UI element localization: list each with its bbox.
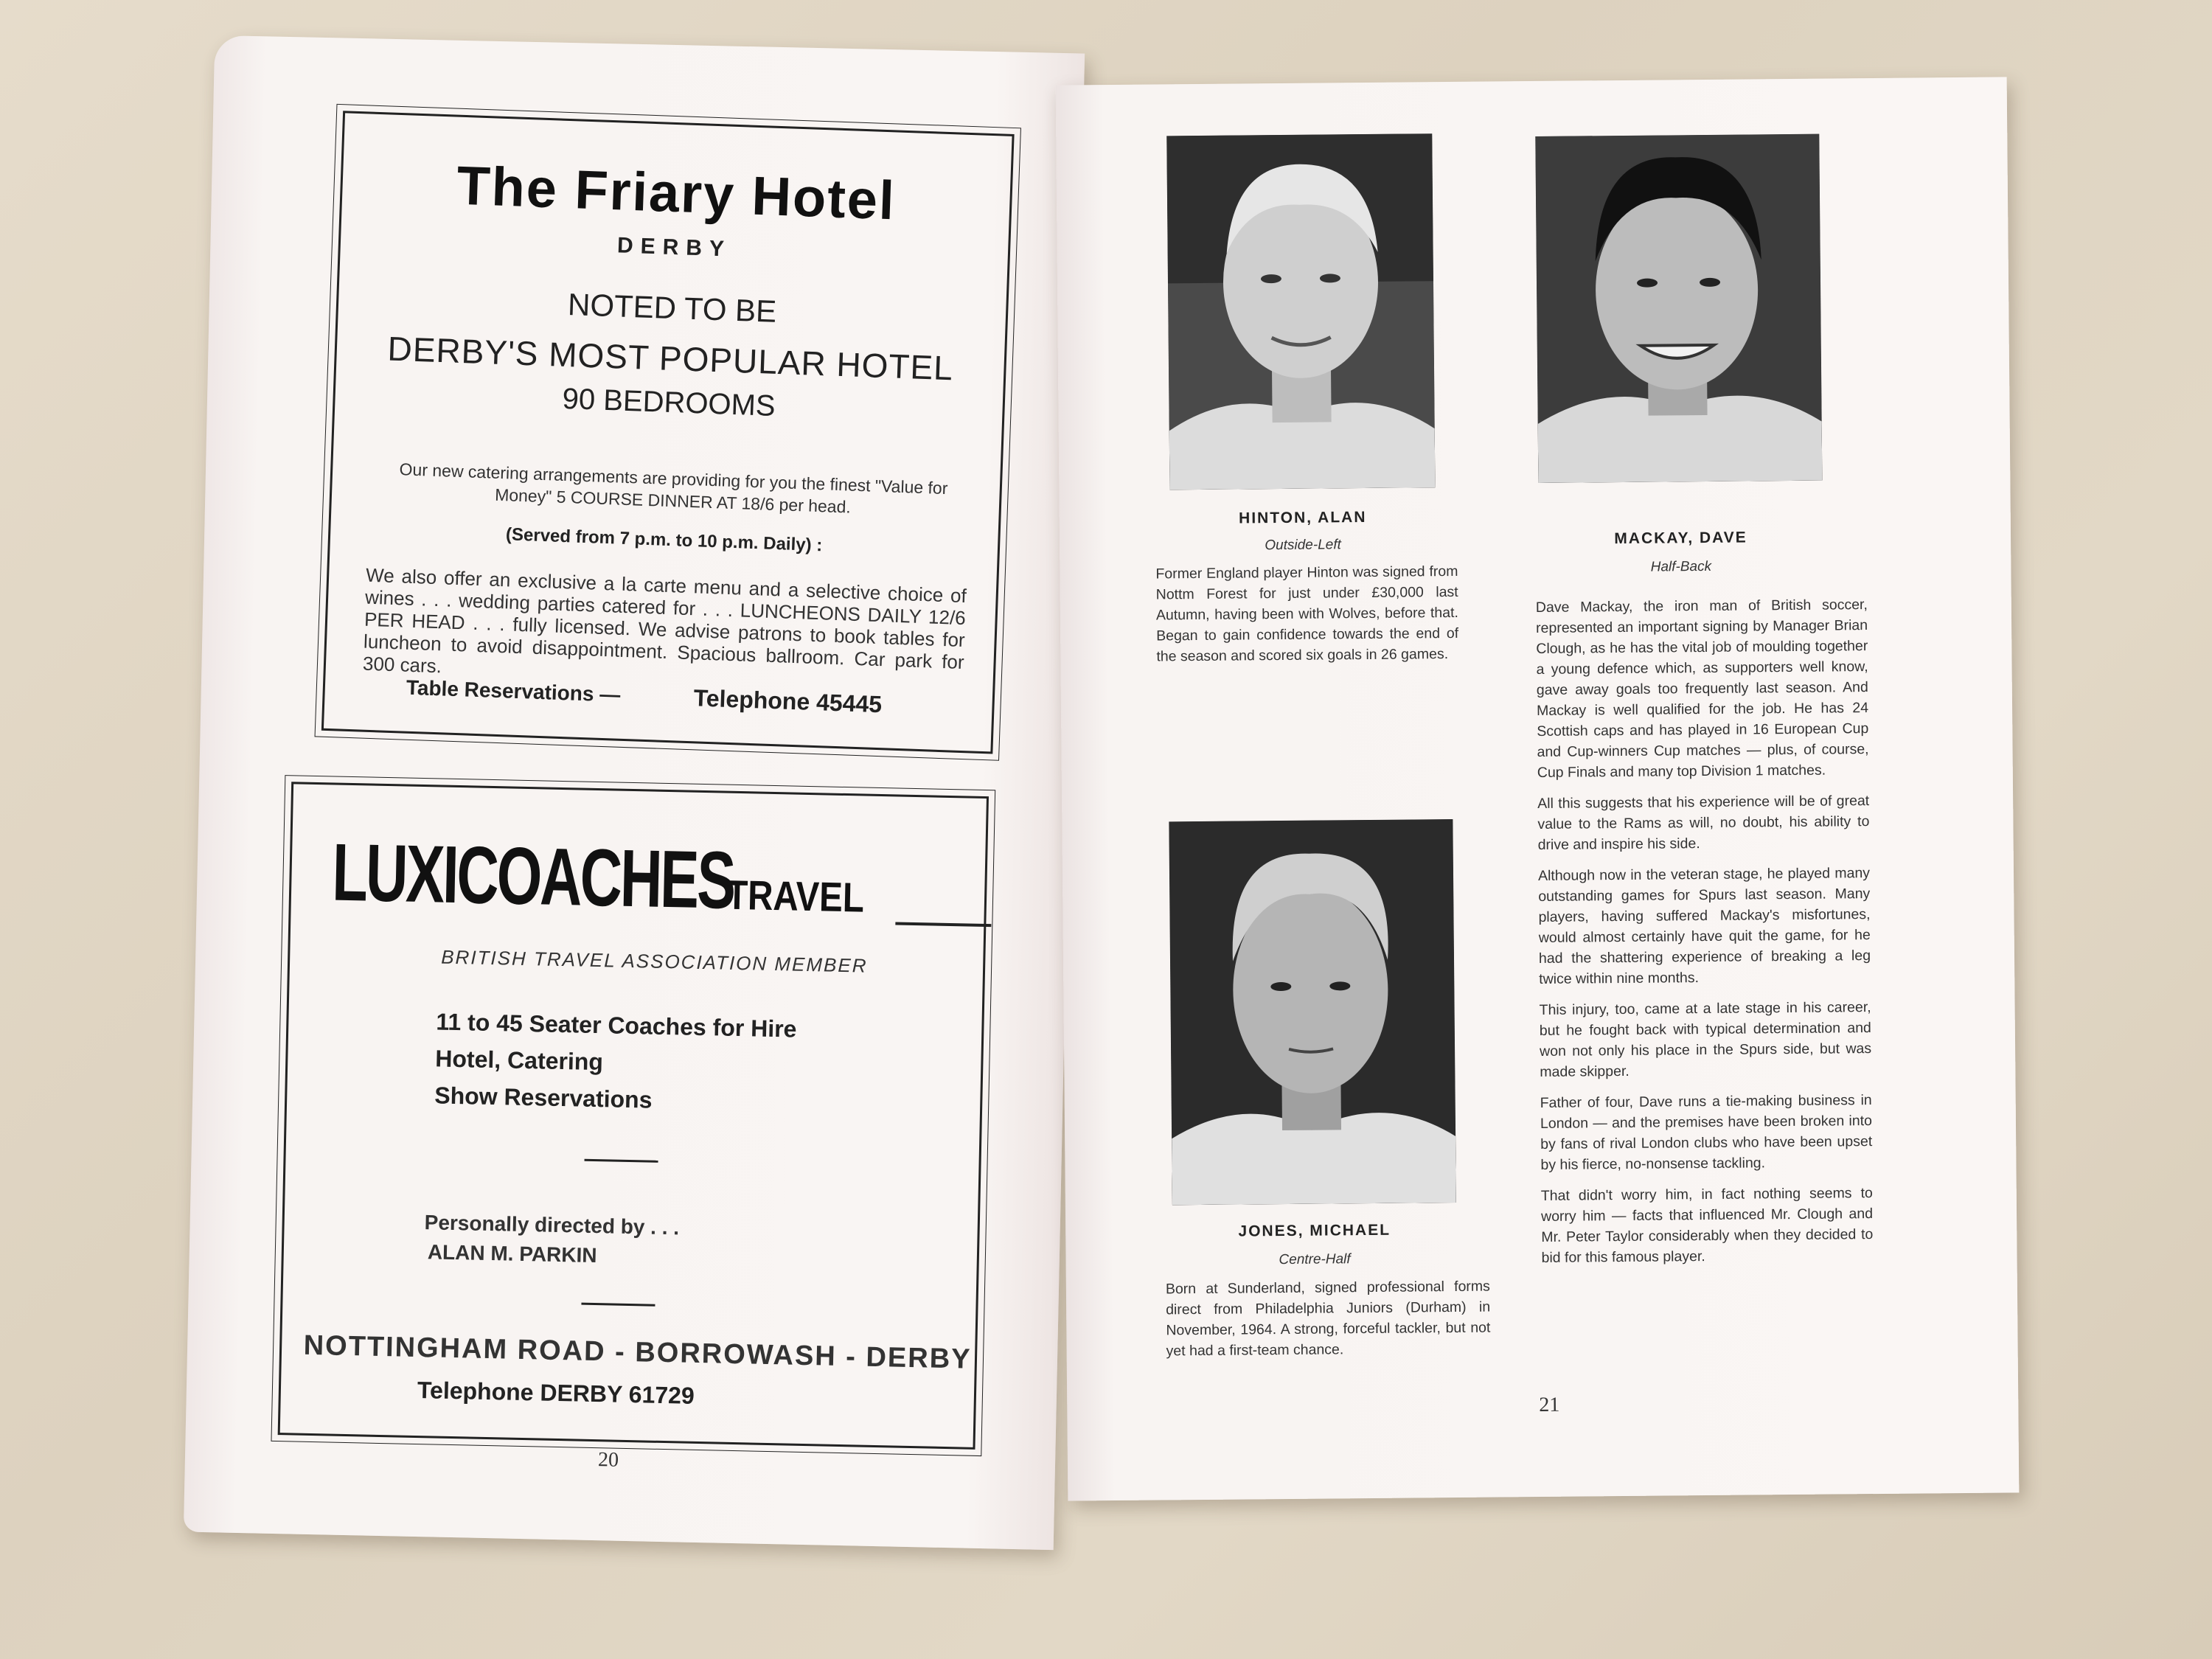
advert-served-hours: (Served from 7 p.m. to 10 p.m. Daily) : [505, 524, 823, 556]
coach-travel: TRAVEL [726, 871, 865, 921]
bio-paragraph: Born at Sunderland, signed professional forms direct from Philadelphia Juniors (Durham) in November, 1964. A strong, forceful tackler, but not yet had a first-team chance. [1165, 1278, 1491, 1360]
player-position: Half-Back [1650, 558, 1712, 575]
left-page [184, 35, 1085, 1550]
player-position: Outside-Left [1265, 537, 1341, 554]
advert-bedrooms: 90 BEDROOMS [561, 382, 776, 422]
service-item: Show Reservations [434, 1082, 653, 1113]
service-item: Hotel, Catering [435, 1045, 604, 1076]
hotel-telephone: Telephone 45445 [693, 684, 883, 718]
page-number: 21 [1539, 1393, 1560, 1417]
player-photo-hinton [1166, 133, 1435, 490]
bio-paragraph: Although now in the veteran stage, he played many outstanding games for Spurs last season. Many players, having suffered Mackay's misfortunes, would almost certainly have quit the game, for he had the shattering experience of breaking a leg twice within nine months. [1537, 865, 1871, 987]
player-photo-mackay [1535, 134, 1822, 483]
bio-paragraph: This injury, too, came at a late stage in his career, but he fought back with typical determination and won not only his place in the Spurs side, but was made skipper. [1539, 999, 1872, 1080]
advert-catering: Our new catering arrangements are providing for you the finest "Value for Money" 5 COURSE DINNER AT 18/6 per head. [399, 459, 948, 517]
advert-noted: NOTED TO BE [567, 287, 777, 329]
player-bio [1155, 561, 1458, 678]
association-member: BRITISH TRAVEL ASSOCIATION MEMBER [440, 945, 868, 977]
bio-paragraph: Former England player Hinton was signed from Nottm Forest for just under £30,000 last Autumn, having been with Wolves, before that. Began to gain confidence towards the end of the season and scored six goals in 26 games. [1155, 563, 1459, 665]
player-photo-jones [1169, 819, 1456, 1205]
divider [585, 1159, 658, 1163]
advert-title: The Friary Hotel [456, 154, 897, 232]
page-number: 20 [597, 1448, 619, 1472]
bio-paragraph: Father of four, Dave runs a tie-making business in London — and the premises have been broken into by fans of rival London clubs who have been upset by his fierce, no-nonsense tackling. [1540, 1092, 1873, 1173]
bio-paragraph: Dave Mackay, the iron man of British soccer, represented an important signing by Manager Brian Clough, as he has the vital job of moulding together a young defence which, as supporters well know, gave away goals too frequently last season. And Mackay is well qualified for the job. He has 24 Scottish caps and has played in 16 European Cup and Cup-winners Cup matches — plus, of course, Cup Finals and many top Division 1 matches. [1535, 597, 1869, 782]
advert-city: DERBY [616, 233, 732, 262]
bio-paragraph: All this suggests that his experience will be of great value to the Rams as will, no doubt, his ability to drive and inspire his side. [1537, 793, 1870, 853]
bio-paragraph: That didn't worry him, in fact nothing seems to worry him — facts that influenced Mr. Clough and Mr. Peter Taylor considerably when they decided to bid for this famous player. [1540, 1185, 1874, 1266]
player-bio [1166, 1276, 1491, 1372]
right-page [1056, 77, 2020, 1500]
player-bio [1536, 594, 1874, 1279]
coach-telephone: Telephone DERBY 61729 [417, 1377, 695, 1409]
player-name: JONES, MICHAEL [1238, 1221, 1391, 1240]
coach-address: NOTTINGHAM ROAD - BORROWASH - DERBY [303, 1329, 972, 1375]
advert-popular: DERBY'S MOST POPULAR HOTEL [386, 329, 954, 388]
friary-hotel-advert [321, 111, 1015, 754]
advert-extra-details: We also offer an exclusive a la carte menu and a selective choice of wines . . . wedding parties catered for . . . LUNCHEONS DAILY 12/6 PER HEAD . . . fully licensed. We advise patrons to book tables for luncheon to avoid disappointment. Spacious ballroom. Car park for 300 cars. [362, 563, 967, 678]
directed-by: Personally directed by . . . [424, 1211, 680, 1239]
player-name: HINTON, ALAN [1239, 509, 1367, 527]
coach-brand: LUXICOACHES [331, 827, 735, 926]
divider [895, 922, 991, 927]
divider [581, 1303, 655, 1307]
luxicoaches-advert [278, 782, 989, 1450]
player-position: Centre-Half [1279, 1251, 1351, 1268]
table-reservations: Table Reservations — [406, 675, 621, 706]
player-name: MACKAY, DAVE [1614, 529, 1747, 548]
director-name: ALAN M. PARKIN [427, 1240, 597, 1267]
service-item: 11 to 45 Seater Coaches for Hire [436, 1008, 797, 1043]
